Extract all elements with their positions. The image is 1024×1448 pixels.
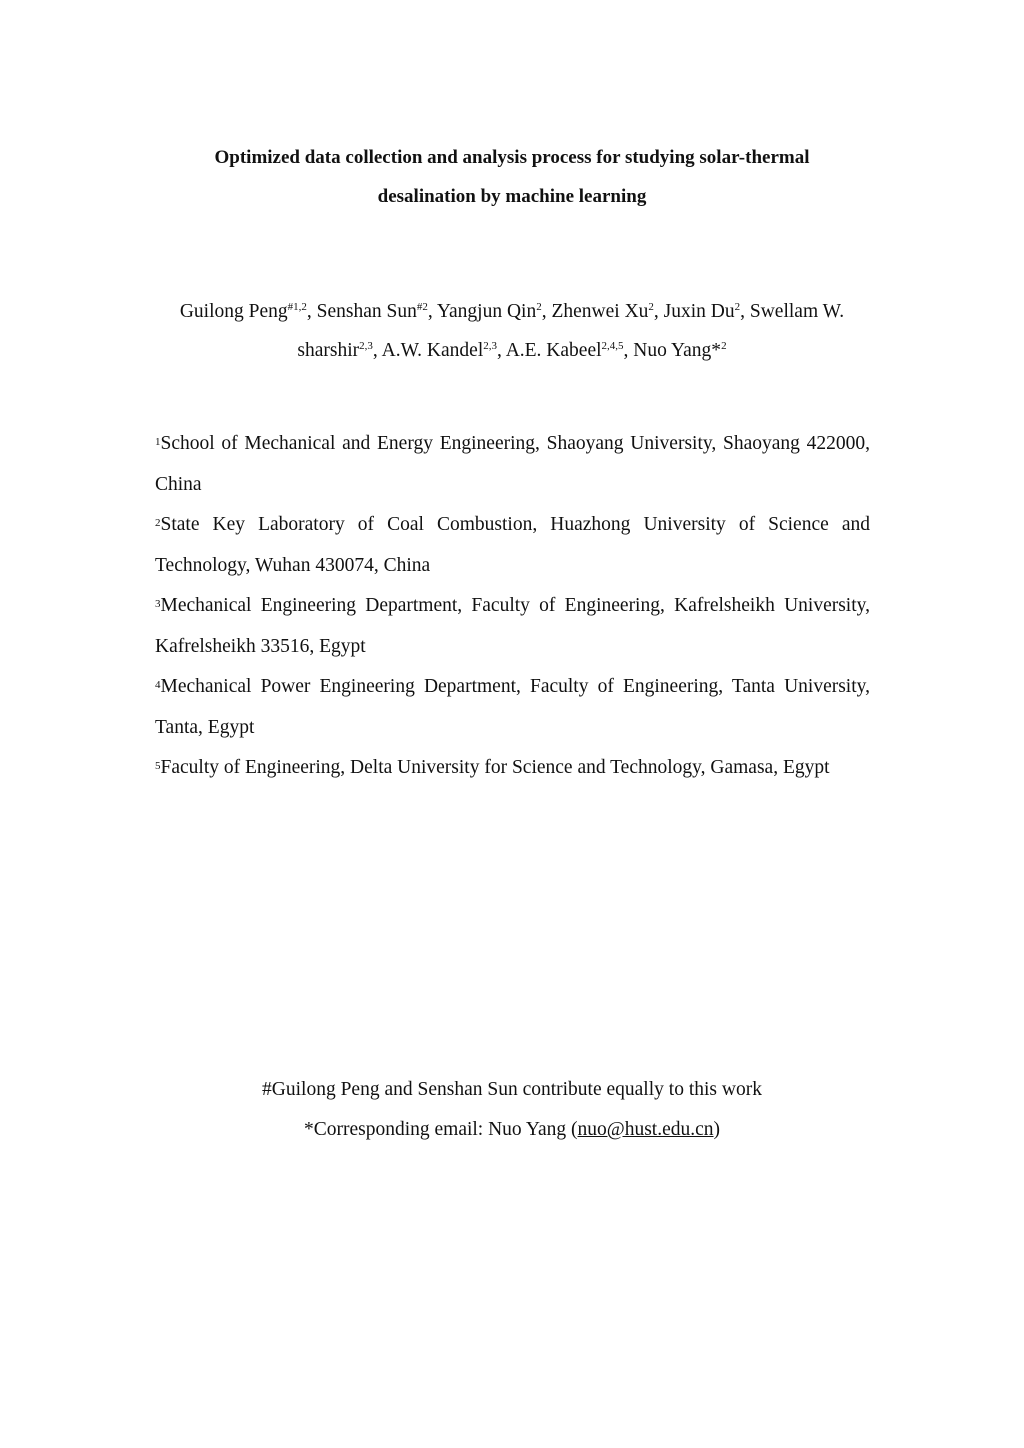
author-affiliation-marker: 2,3 [359, 340, 373, 352]
author [664, 301, 750, 322]
affiliation-number: 3 [155, 598, 161, 610]
affiliation-list [155, 424, 870, 789]
author-separator: , [541, 301, 552, 322]
affiliation-item [155, 424, 870, 505]
author-name: Guilong Peng [179, 301, 288, 322]
author-separator: , [740, 301, 750, 322]
affiliation-text: Faculty of Engineering, Delta University for Science and Technology, Gamasa, Egypt [160, 757, 830, 778]
author-separator: , [306, 301, 317, 322]
author-affiliation-marker: 2 [536, 301, 542, 313]
affiliation-text: Mechanical Engineering Department, Faculty of Engineering, Kafrelsheikh University, Kafrelsheikh 33516, Egypt [155, 595, 870, 657]
affiliation-number: 5 [155, 760, 161, 772]
author [633, 340, 726, 361]
affiliation-item [155, 748, 870, 789]
author [551, 301, 663, 322]
author-affiliation-marker: 2 [734, 301, 741, 313]
author [437, 301, 552, 322]
affiliation-number: 1 [155, 436, 161, 448]
corresponding-author-note [150, 1110, 874, 1150]
author [506, 340, 634, 361]
author-name: Swellam W. sharshir [297, 301, 845, 361]
author-affiliation-marker: 2 [721, 340, 727, 352]
footnotes [150, 1070, 874, 1150]
author-affiliation-marker: 2,4,5 [601, 340, 624, 352]
author-name: Zhenwei Xu [551, 301, 649, 322]
author [382, 340, 506, 361]
email-link[interactable]: nuo@hust.edu.cn [577, 1119, 714, 1140]
affiliation-item [155, 586, 870, 667]
equal-contribution-note: #Guilong Peng and Senshan Sun contribute equally to this work [262, 1079, 762, 1100]
affiliation-number: 2 [155, 517, 161, 529]
author-name: Nuo Yang* [633, 340, 722, 361]
author-name: Juxin Du [663, 301, 735, 322]
author-affiliation-marker: 2,3 [483, 340, 497, 352]
author-name: Yangjun Qin [436, 301, 537, 322]
author-separator: , [497, 340, 506, 361]
author-name: Senshan Sun [316, 301, 417, 322]
author-affiliation-marker: 2 [648, 301, 654, 313]
affiliation-text: State Key Laboratory of Coal Combustion, Huazhong University of Science and Technology, Wuhan 430074, China [155, 514, 870, 576]
affiliation-item [155, 667, 870, 748]
corresponding-suffix: ) [713, 1119, 721, 1140]
affiliation-text: Mechanical Power Engineering Department, Faculty of Engineering, Tanta University, Tanta, Egypt [155, 676, 870, 738]
paper-title [150, 138, 874, 216]
author-affiliation-marker: #1,2 [287, 301, 307, 313]
title-line-2: desalination by machine learning [377, 186, 647, 207]
author-affiliation-marker: #2 [416, 301, 428, 313]
author-separator: , [427, 301, 437, 322]
title-line-1: Optimized data collection and analysis process for studying solar-thermal [214, 147, 810, 168]
author-name: A.W. Kandel [381, 340, 484, 361]
author-separator: , [372, 340, 382, 361]
affiliation-number: 4 [155, 679, 161, 691]
affiliation-item [155, 505, 870, 586]
author-list [150, 292, 874, 370]
author [180, 301, 317, 322]
author [317, 301, 437, 322]
author-separator: , [653, 301, 664, 322]
affiliation-text: School of Mechanical and Energy Engineering, Shaoyang University, Shaoyang 422000, China [155, 433, 870, 495]
author-name: A.E. Kabeel [505, 340, 602, 361]
corresponding-prefix: *Corresponding email: Nuo Yang ( [303, 1119, 578, 1140]
author-separator: , [623, 340, 634, 361]
